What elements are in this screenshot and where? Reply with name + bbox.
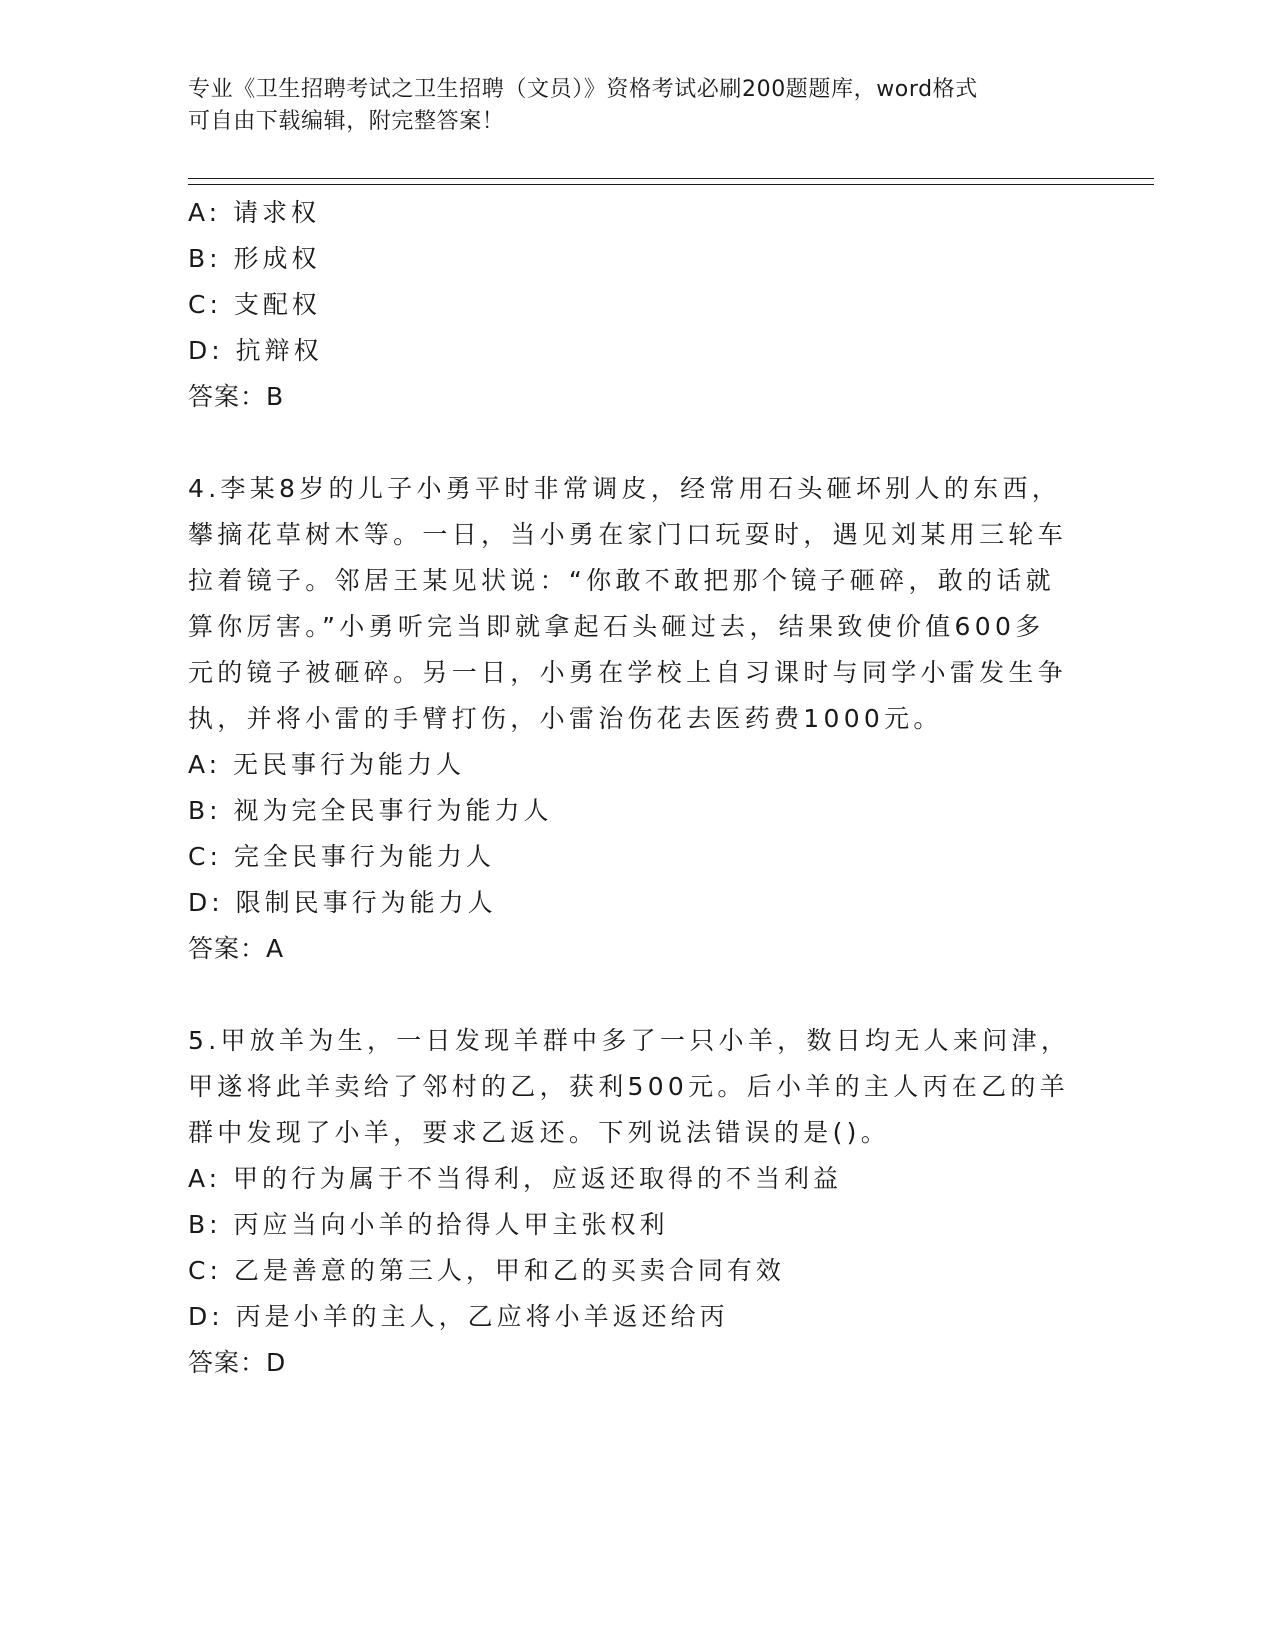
header-line-2: 可自由下载编辑，附完整答案！ (188, 109, 505, 134)
option-b: B: 丙应当向小羊的拾得人甲主张权利 (188, 1210, 669, 1239)
option-d: D: 丙是小羊的主人，乙应将小羊返还给丙 (188, 1302, 729, 1331)
answer: 答案：A (188, 934, 285, 963)
spacer (188, 972, 1068, 1018)
header-line-1: 专业《卫生招聘考试之卫生招聘（文员）》资格考试必刷200题题库，word格式 (188, 77, 978, 102)
option-c: C: 完全民事行为能力人 (188, 842, 495, 871)
header-rule-bottom (188, 184, 1154, 185)
option-d: D: 限制民事行为能力人 (188, 888, 497, 917)
option-d: D: 抗辩权 (188, 336, 323, 365)
question-text-line: 元的镜子被砸碎。另一日，小勇在学校上自习课时与同学小雷发生争 (188, 658, 1068, 687)
option-c: C: 支配权 (188, 290, 321, 319)
question-4 (188, 466, 1068, 972)
question-text-line: 4.李某8岁的儿子小勇平时非常调皮，经常用石头砸坏别人的东西， (188, 474, 1062, 503)
document-header (188, 74, 1068, 138)
header-rule-top (188, 178, 1154, 179)
question-text-line: 算你厉害。”小勇听完当即就拿起石头砸过去，结果致使价值600多 (188, 612, 1045, 641)
option-c: C: 乙是善意的第三人，甲和乙的买卖合同有效 (188, 1256, 785, 1285)
option-a: A: 请求权 (188, 198, 321, 227)
question-text-line: 甲遂将此羊卖给了邻村的乙，获利500元。后小羊的主人丙在乙的羊 (188, 1072, 1070, 1101)
document-body (188, 190, 1071, 1386)
answer: 答案：B (188, 382, 285, 411)
question-text-line: 5.甲放羊为生，一日发现羊群中多了一只小羊，数日均无人来问津， (188, 1026, 1071, 1055)
question-text-line: 攀摘花草树木等。一日，当小勇在家门口玩耍时，遇见刘某用三轮车 (188, 520, 1068, 549)
option-b: B: 视为完全民事行为能力人 (188, 796, 553, 825)
option-a: A: 甲的行为属于不当得利，应返还取得的不当利益 (188, 1164, 843, 1193)
question-5 (188, 1018, 1071, 1386)
option-a: A: 无民事行为能力人 (188, 750, 466, 779)
question-text-line: 群中发现了小羊，要求乙返还。下列说法错误的是()。 (188, 1118, 891, 1147)
answer: 答案：D (188, 1348, 287, 1377)
question-3 (188, 190, 1068, 420)
spacer (188, 420, 1068, 466)
question-text-line: 执，并将小雷的手臂打伤，小雷治伤花去医药费1000元。 (188, 704, 943, 733)
question-text-line: 拉着镜子。邻居王某见状说：“你敢不敢把那个镜子砸碎，敢的话就 (188, 566, 1055, 595)
option-b: B: 形成权 (188, 244, 321, 273)
